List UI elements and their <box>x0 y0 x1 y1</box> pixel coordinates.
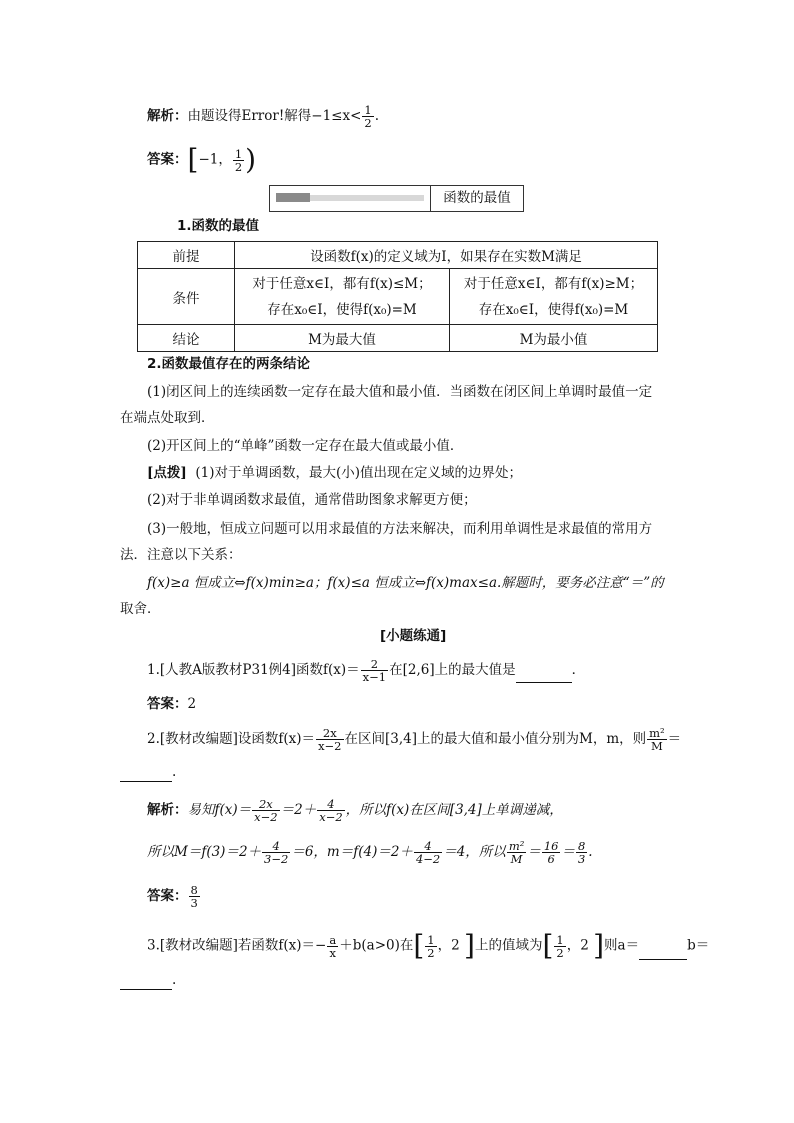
table-row-premise <box>138 242 658 269</box>
table-cell-min-conclusion: M为最小值 <box>450 325 658 352</box>
table-cell-premise: 设函数f(x)的定义域为I，如果存在实数M满足 <box>235 242 658 269</box>
question-2: 2.[教材改编题]设函数f(x)＝ $\frac{2x}{x-2}$ 在区间[3,4]上的最大值和最小值分别为M，m，则 $\frac{\text{m²}}{M}$ ＝ <box>147 726 682 753</box>
answer-label: 答案： <box>147 151 188 168</box>
paragraph-2: (2)开区间上的“单峰”函数一定存在最大值或最小值． <box>147 438 464 454</box>
answer-blank[interactable] <box>120 767 172 782</box>
section-title: 函数的最值 <box>443 190 511 206</box>
table-cell-max-condition: 对于任意x∈I，都有f(x)≤M； 存在x₀∈I，使得f(x₀)=M <box>235 269 450 325</box>
answer-blank-a[interactable] <box>639 945 687 960</box>
tip-line-3a: (3)一般地，恒成立问题可以用求最值的方法来解决，而利用单调性是求最值的常用方 <box>147 521 653 537</box>
tip-line-3b: 法．注意以下关系： <box>120 547 242 563</box>
answer-blank[interactable] <box>516 668 572 683</box>
tip-line-1: [点拨] (1)对于单调函数，最大(小)值出现在定义域的边界处； <box>147 465 523 481</box>
fraction: $\frac{2}{x-1}$ <box>362 657 387 684</box>
analysis-label: 解析： <box>147 108 188 124</box>
fraction: $\frac{a}{x}$ <box>329 932 337 960</box>
fraction: $\frac{1}{2}$ <box>364 103 372 130</box>
fraction: $\frac{1}{2}$ <box>234 146 243 174</box>
table-row-condition <box>138 269 658 325</box>
analysis-line-1: 解析：由题设得Error!解得−1≤x< $\frac{1}{2}$ . <box>147 103 380 130</box>
practice-title: [小题练通] <box>380 628 447 644</box>
fraction: $\frac{8}{3}$ <box>190 883 198 910</box>
solution-2-line-1: 解析：易知f(x)＝ $\frac{2x}{x-2}$ ＝2＋ $\frac{4}{x-2}$ ，所以f(x)在区间[3,4]上单调递减， <box>147 797 563 824</box>
left-bracket: [ <box>187 143 199 176</box>
answer-line-1: 答案：[−1， $\frac{1}{2}$ ) <box>147 143 257 176</box>
tip-line-4a: f(x)≥a 恒成立⇔f(x)min≥a；f(x)≤a 恒成立⇔f(x)max≤a.解题时，要务必注意“＝”的 <box>147 575 664 591</box>
max-min-table <box>137 241 658 352</box>
table-header-condition: 条件 <box>138 269 235 325</box>
table-cell-min-condition: 对于任意x∈I，都有f(x)≥M； 存在x₀∈I，使得f(x₀)=M <box>450 269 658 325</box>
tip-label: [点拨] <box>147 465 187 481</box>
section-header-box <box>269 185 524 212</box>
fraction: $\frac{\text{m²}}{M}$ <box>649 726 665 753</box>
answer-blank-b[interactable] <box>120 975 172 990</box>
section-tag <box>276 193 310 202</box>
paragraph-1b: 在端点处取到． <box>120 410 215 426</box>
analysis-text: 由题设得Error!解得−1≤x< <box>187 108 362 124</box>
paragraph-1a: (1)闭区间上的连续函数一定存在最大值和最小值．当函数在闭区间上单调时最值一定 <box>147 384 653 400</box>
table-header-conclusion: 结论 <box>138 325 235 352</box>
question-3: 3.[教材改编题]若函数f(x)＝− $\frac{a}{x}$ ＋b(a>0)在[ $\frac{1}{2}$ ，2 ]上的值域为[ $\frac{1}{2}$ ，2 ]则a＝ b＝ <box>147 929 710 962</box>
table-row-conclusion <box>138 325 658 352</box>
answer-line-q2: 答案： $\frac{8}{3}$ <box>147 883 198 910</box>
table-cell-max-conclusion: M为最大值 <box>235 325 450 352</box>
question-2-blank: . <box>120 762 176 782</box>
solution-2-line-2: 所以M＝f(3)＝2＋ $\frac{4}{3-2}$ ＝6，m＝f(4)＝2＋ $\frac{4}{4-2}$ ＝4，所以 $\frac{\text{m²}}{M}$ ＝ $\frac{16}{6}$ ＝ $\frac{8}{3}$ . <box>147 839 593 866</box>
right-paren: ) <box>245 143 257 176</box>
section-tag-area <box>270 186 431 211</box>
answer-line-q1: 答案：2 <box>147 696 197 712</box>
table-header-premise: 前提 <box>138 242 235 269</box>
heading-two-conclusions: 2.函数最值存在的两条结论 <box>147 356 311 372</box>
tip-line-2: (2)对于非单调函数求最值，通常借助图象求解更方便； <box>147 492 477 508</box>
heading-function-max-min: 1.函数的最值 <box>177 218 260 234</box>
tip-line-4b: 取舍． <box>120 601 161 617</box>
fraction: $\frac{2x}{x-2}$ <box>318 726 342 753</box>
question-3-blank: . <box>120 970 176 990</box>
question-1: 1.[人教A版教材P31例4]函数f(x)＝ $\frac{2}{x-1}$ 在[2,6]上的最大值是 ． <box>147 657 586 684</box>
